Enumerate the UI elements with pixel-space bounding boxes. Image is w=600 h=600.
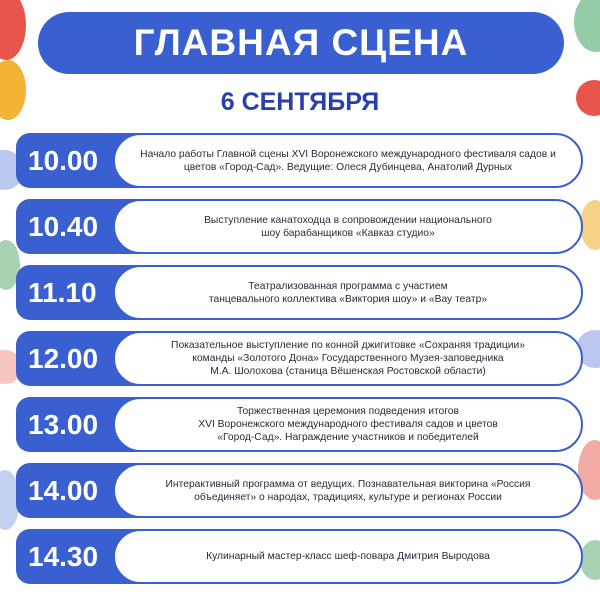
event-date: 6 СЕНТЯБРЯ xyxy=(220,88,380,116)
event-description-box xyxy=(113,199,583,254)
page-title: ГЛАВНАЯ СЦЕНА xyxy=(133,22,469,63)
time-label: 13.00 xyxy=(28,408,99,440)
time-label: 14.30 xyxy=(28,540,99,572)
event-description: Торжественная церемония подведения итогов XVI Воронежского международного фестиваля садов и цветов «Город-Сад». Награждение участников и победителей xyxy=(198,406,498,443)
time-label: 10.00 xyxy=(28,144,99,176)
schedule-item xyxy=(16,463,586,518)
schedule-item xyxy=(16,331,586,386)
event-description: Театрализованная программа с участием танцевального коллектива «Виктория шоу» и «Вау театр» xyxy=(208,280,488,305)
schedule-list xyxy=(16,133,586,595)
event-description-box xyxy=(113,133,583,188)
time-label: 14.00 xyxy=(28,474,99,506)
event-description-box xyxy=(113,397,583,452)
title-banner xyxy=(38,12,564,74)
event-description: Кулинарный мастер-класс шеф-повара Дмитрия Выродова xyxy=(206,551,490,562)
time-label: 10.40 xyxy=(28,210,99,242)
time-label: 12.00 xyxy=(28,342,99,374)
schedule-item xyxy=(16,265,586,320)
event-description: Интерактивный программа от ведущих. Познавательная викторина «Россия объединяет» о народах, традициях, культуре и регионах России xyxy=(165,478,531,503)
event-description-box xyxy=(113,529,583,584)
event-description: Начало работы Главной сцены XVI Воронежского международного фестиваля садов и цветов «Город-Сад». Ведущие: Олеся Дубинцева, Анатолий Дурных xyxy=(140,148,556,173)
schedule-item xyxy=(16,529,586,584)
schedule-item xyxy=(16,397,586,452)
event-description-box xyxy=(113,331,583,386)
schedule-item xyxy=(16,133,586,188)
schedule-item xyxy=(16,199,586,254)
event-description-box xyxy=(113,265,583,320)
time-label: 11.10 xyxy=(28,276,97,308)
event-description: Показательное выступление по конной джигитовке «Сохраняя традиции» команды «Золотого Дона» Государственного Музея-заповедника М.А. Шолохова (станица Вёшенская Ростовской области) xyxy=(171,340,525,377)
event-description: Выступление канатоходца в сопровождении национального шоу барабанщиков «Кавказ студио» xyxy=(204,214,492,239)
event-description-box xyxy=(113,463,583,518)
